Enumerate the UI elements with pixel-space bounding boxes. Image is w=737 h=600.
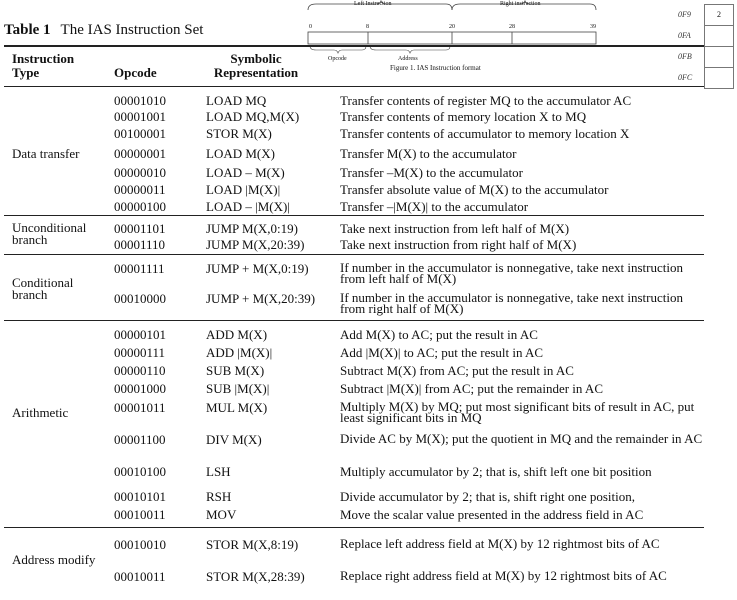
desc-cell: Subtract M(X) from AC; put the result in AC xyxy=(340,363,574,378)
opcode-cell: 00001111 xyxy=(114,261,165,276)
group-unconditional-branch: Unconditional branch xyxy=(12,220,87,247)
symbol-cell: JUMP M(X,0:19) xyxy=(206,221,298,236)
opcode-label: Opcode xyxy=(328,56,347,62)
symbol-cell: MUL M(X) xyxy=(206,400,268,415)
opcode-cell: 00001010 xyxy=(114,93,166,108)
memory-value[interactable]: 2 xyxy=(704,4,734,26)
opcode-cell: 00010010 xyxy=(114,537,166,552)
memory-value[interactable] xyxy=(704,46,734,68)
table-title-text: The IAS Instruction Set xyxy=(60,22,204,38)
symbol-cell: ADD M(X) xyxy=(206,327,268,342)
bit-tick-39: 39 xyxy=(590,24,596,30)
opcode-cell: 00001011 xyxy=(114,400,166,415)
table-number: Table 1 xyxy=(4,22,51,38)
desc-cell: Transfer contents of memory location X to MQ xyxy=(340,109,587,124)
desc-cell: Multiply accumulator by 2; that is, shift left one bit position xyxy=(340,464,652,479)
opcode-cell: 00001001 xyxy=(114,109,166,124)
figure-caption: Figure 1. IAS Instruction format xyxy=(390,64,481,72)
opcode-cell: 00010000 xyxy=(114,291,166,306)
bit-tick-28: 28 xyxy=(509,24,515,30)
right-instruction-label: Right instruction xyxy=(500,1,541,7)
opcode-cell: 00001101 xyxy=(114,221,166,236)
opcode-cell: 00010101 xyxy=(114,489,166,504)
symbol-cell: SUB |M(X)| xyxy=(206,381,270,396)
memory-row xyxy=(674,4,734,26)
memory-address: 0FC xyxy=(678,73,693,82)
group-arithmetic: Arithmetic xyxy=(12,405,69,420)
desc-cell: If number in the accumulator is nonnegative, take next instruction from right half of M(X) xyxy=(340,290,683,316)
table-title xyxy=(4,22,203,39)
opcode-cell: 00000101 xyxy=(114,327,166,342)
opcode-cell: 00010011 xyxy=(114,569,166,584)
opcode-cell: 00000100 xyxy=(114,199,166,214)
symbol-cell: SUB M(X) xyxy=(206,363,265,378)
address-label: Address xyxy=(398,56,418,62)
desc-cell: Replace right address field at M(X) by 12 rightmost bits of AC xyxy=(340,568,667,583)
desc-cell: Transfer –M(X) to the accumulator xyxy=(340,165,523,180)
opcode-cell: 00100001 xyxy=(114,126,166,141)
desc-cell: Divide accumulator by 2; that is, shift right one position, xyxy=(340,489,635,504)
opcode-cell: 00000011 xyxy=(114,182,166,197)
symbol-cell: RSH xyxy=(206,489,232,504)
symbol-cell: LOAD MQ xyxy=(206,93,267,108)
opcode-cell: 00000010 xyxy=(114,165,166,180)
group-rule xyxy=(4,254,704,255)
group-rule xyxy=(4,320,704,321)
symbol-cell: LOAD |M(X)| xyxy=(206,182,281,197)
bit-tick-0: 0 xyxy=(309,24,312,30)
symbol-cell: DIV M(X) xyxy=(206,432,262,447)
opcode-cell: 00010100 xyxy=(114,464,166,479)
desc-cell: Transfer absolute value of M(X) to the accumulator xyxy=(340,182,609,197)
symbol-cell: STOR M(X,28:39) xyxy=(206,569,305,584)
group-rule xyxy=(4,527,704,528)
desc-cell: Divide AC by M(X); put the quotient in MQ and the remainder in AC xyxy=(340,431,703,446)
desc-cell: Transfer –|M(X)| to the accumulator xyxy=(340,199,529,214)
desc-cell: Take next instruction from left half of M(X) xyxy=(340,221,570,236)
memory-row xyxy=(674,46,734,68)
symbol-cell: LSH xyxy=(206,464,231,479)
desc-cell: Add |M(X)| to AC; put the result in AC xyxy=(340,345,544,360)
opcode-cell: 00001000 xyxy=(114,381,166,396)
desc-cell: Transfer M(X) to the accumulator xyxy=(340,146,517,161)
desc-cell: Take next instruction from right half of M(X) xyxy=(340,237,577,252)
opcode-cell: 00010011 xyxy=(114,507,166,522)
symbol-cell: JUMP + M(X,20:39) xyxy=(206,291,316,306)
bit-tick-20: 20 xyxy=(449,24,455,30)
symbol-cell: LOAD M(X) xyxy=(206,146,275,161)
symbol-cell: MOV xyxy=(206,507,237,522)
memory-address: 0F9 xyxy=(678,10,691,19)
header-rule xyxy=(4,86,704,87)
opcode-cell: 00000111 xyxy=(114,345,166,360)
memory-value[interactable] xyxy=(704,25,734,47)
header-symbolic: Symbolic Representation xyxy=(213,51,299,80)
desc-cell: Transfer contents of accumulator to memory location X xyxy=(340,126,630,141)
desc-cell: Replace left address field at M(X) by 12 rightmost bits of AC xyxy=(340,536,660,551)
group-rule xyxy=(4,215,704,216)
desc-cell: Transfer contents of register MQ to the accumulator AC xyxy=(340,93,632,108)
symbol-cell: JUMP M(X,20:39) xyxy=(206,237,305,252)
group-conditional-branch: Conditional branch xyxy=(12,275,74,302)
memory-address: 0FB xyxy=(678,52,692,61)
format-diagram xyxy=(306,0,602,60)
symbol-cell: STOR M(X,8:19) xyxy=(206,537,299,552)
header-instruction-type: Instruction Type xyxy=(12,51,75,80)
bit-tick-8: 8 xyxy=(366,24,369,30)
symbol-cell: LOAD MQ,M(X) xyxy=(206,109,300,124)
instruction-format-figure xyxy=(306,0,602,84)
desc-cell: Move the scalar value presented in the address field in AC xyxy=(340,507,644,522)
symbol-cell: STOR M(X) xyxy=(206,126,272,141)
desc-cell: Multiply M(X) by MQ; put most significant bits of result in AC, put least significant bits in MQ xyxy=(340,399,695,425)
symbol-cell: LOAD – M(X) xyxy=(206,165,285,180)
symbol-cell: JUMP + M(X,0:19) xyxy=(206,261,309,276)
opcode-cell: 00001110 xyxy=(114,237,166,252)
group-address-modify: Address modify xyxy=(12,552,96,567)
opcode-cell: 00001100 xyxy=(114,432,166,447)
memory-address: 0FA xyxy=(678,31,691,40)
symbol-cell: LOAD – |M(X)| xyxy=(206,199,290,214)
group-data-transfer: Data transfer xyxy=(12,146,80,161)
memory-value[interactable] xyxy=(704,67,734,89)
desc-cell: Add M(X) to AC; put the result in AC xyxy=(340,327,538,342)
symbol-cell: ADD |M(X)| xyxy=(206,345,273,360)
desc-cell: Subtract |M(X)| from AC; put the remainder in AC xyxy=(340,381,603,396)
opcode-cell: 00000001 xyxy=(114,146,166,161)
opcode-cell: 00000110 xyxy=(114,363,166,378)
memory-row xyxy=(674,25,734,47)
table-top-rule xyxy=(4,45,704,47)
left-instruction-label: Left Instruction xyxy=(354,1,392,7)
desc-cell: If number in the accumulator is nonnegative, take next instruction from left half of M(X) xyxy=(340,260,683,286)
header-opcode: Opcode xyxy=(114,65,157,80)
